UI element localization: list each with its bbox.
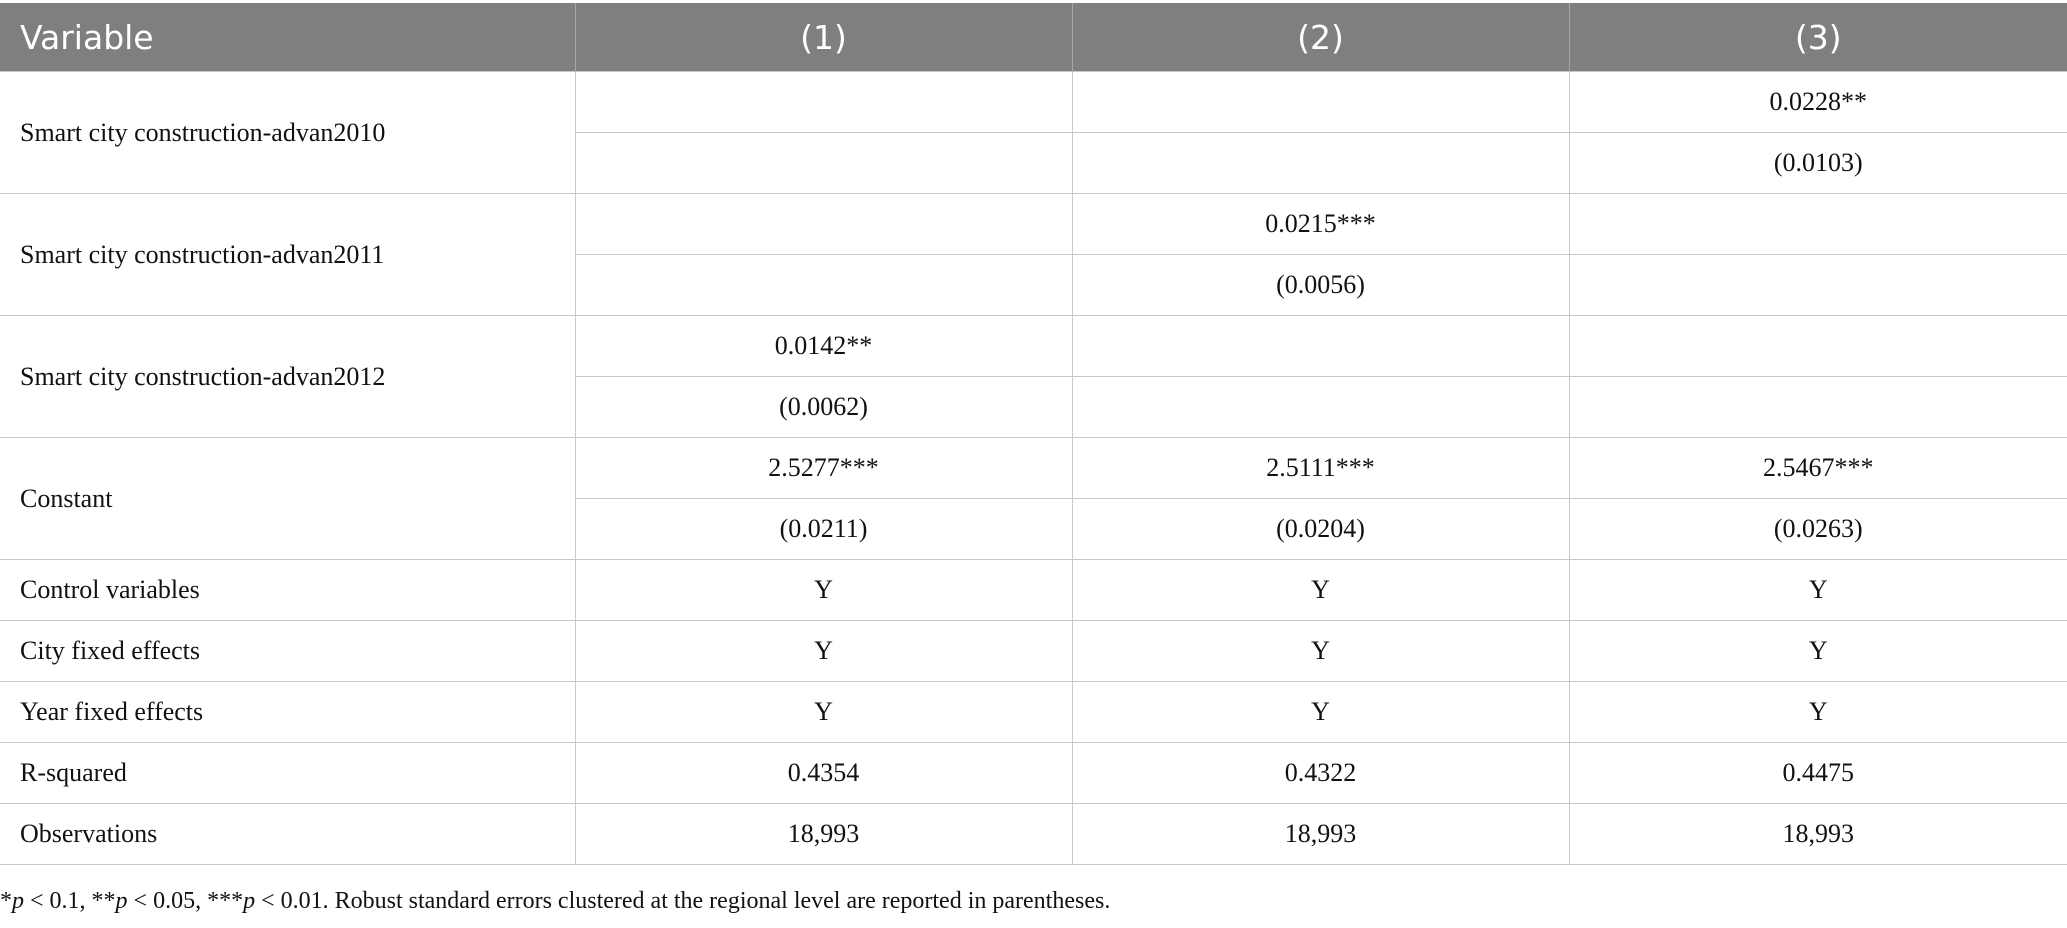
table-row bbox=[0, 682, 2067, 743]
value-cell: Y bbox=[575, 621, 1072, 682]
row-label: Constant bbox=[0, 438, 575, 560]
coef-cell bbox=[1072, 316, 1569, 377]
table-footnote bbox=[0, 888, 1110, 915]
se-cell: (0.0263) bbox=[1569, 499, 2067, 560]
note-text: < 0.01. Robust standard errors clustered at the regional level are reported in parentheses. bbox=[255, 888, 1111, 914]
row-label: R-squared bbox=[0, 743, 575, 804]
coef-cell bbox=[1569, 316, 2067, 377]
header-model-2: (2) bbox=[1072, 3, 1569, 72]
coef-cell: 0.0142** bbox=[575, 316, 1072, 377]
se-cell: (0.0211) bbox=[575, 499, 1072, 560]
coef-cell bbox=[1072, 72, 1569, 133]
coef-cell: 2.5277*** bbox=[575, 438, 1072, 499]
note-p-symbol: p bbox=[12, 888, 24, 914]
se-cell: (0.0062) bbox=[575, 377, 1072, 438]
coef-cell: 2.5111*** bbox=[1072, 438, 1569, 499]
header-model-3: (3) bbox=[1569, 3, 2067, 72]
value-cell: Y bbox=[575, 682, 1072, 743]
se-cell bbox=[1072, 377, 1569, 438]
table-header-row bbox=[0, 3, 2067, 72]
value-cell: Y bbox=[1072, 621, 1569, 682]
row-label: Smart city construction-advan2012 bbox=[0, 316, 575, 438]
value-cell: 18,993 bbox=[1569, 804, 2067, 865]
se-cell: (0.0103) bbox=[1569, 133, 2067, 194]
note-text: < 0.05, *** bbox=[127, 888, 244, 914]
value-cell: 18,993 bbox=[1072, 804, 1569, 865]
row-label: Control variables bbox=[0, 560, 575, 621]
coef-cell: 2.5467*** bbox=[1569, 438, 2067, 499]
table-row bbox=[0, 316, 2067, 377]
table-row bbox=[0, 560, 2067, 621]
coef-cell bbox=[575, 194, 1072, 255]
table-row bbox=[0, 194, 2067, 255]
value-cell: Y bbox=[575, 560, 1072, 621]
se-cell: (0.0056) bbox=[1072, 255, 1569, 316]
row-label: Smart city construction-advan2011 bbox=[0, 194, 575, 316]
note-p-symbol: p bbox=[115, 888, 128, 914]
value-cell: Y bbox=[1072, 560, 1569, 621]
header-variable: Variable bbox=[0, 3, 575, 72]
row-label: Year fixed effects bbox=[0, 682, 575, 743]
table-row bbox=[0, 804, 2067, 865]
value-cell: Y bbox=[1569, 560, 2067, 621]
se-cell bbox=[1569, 377, 2067, 438]
se-cell bbox=[575, 255, 1072, 316]
value-cell: Y bbox=[1569, 682, 2067, 743]
value-cell: 0.4322 bbox=[1072, 743, 1569, 804]
value-cell: 0.4354 bbox=[575, 743, 1072, 804]
value-cell: 0.4475 bbox=[1569, 743, 2067, 804]
coef-cell: 0.0228** bbox=[1569, 72, 2067, 133]
table-row bbox=[0, 743, 2067, 804]
se-cell bbox=[575, 133, 1072, 194]
note-p-symbol: p bbox=[243, 888, 256, 914]
regression-table bbox=[0, 3, 2067, 865]
se-cell bbox=[1072, 133, 1569, 194]
coef-cell bbox=[1569, 194, 2067, 255]
note-text: < 0.1, ** bbox=[24, 888, 116, 914]
table-row bbox=[0, 72, 2067, 133]
value-cell: 18,993 bbox=[575, 804, 1072, 865]
se-cell: (0.0204) bbox=[1072, 499, 1569, 560]
se-cell bbox=[1569, 255, 2067, 316]
row-label: Smart city construction-advan2010 bbox=[0, 72, 575, 194]
header-model-1: (1) bbox=[575, 3, 1072, 72]
value-cell: Y bbox=[1569, 621, 2067, 682]
note-text: * bbox=[0, 888, 12, 914]
table-row bbox=[0, 621, 2067, 682]
coef-cell: 0.0215*** bbox=[1072, 194, 1569, 255]
value-cell: Y bbox=[1072, 682, 1569, 743]
table-row bbox=[0, 438, 2067, 499]
regression-table-container bbox=[0, 3, 2067, 865]
coef-cell bbox=[575, 72, 1072, 133]
row-label: Observations bbox=[0, 804, 575, 865]
row-label: City fixed effects bbox=[0, 621, 575, 682]
